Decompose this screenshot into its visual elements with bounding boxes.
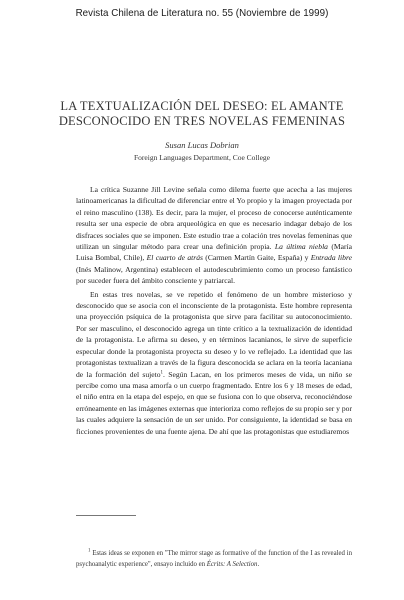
paragraph-1: La crítica Suzanne Jill Levine señala como dilema fuerte que acecha a las mujeres latinoamericanas la dificultad de diferenciar entre el Yo propio y la imagen proyectada por el reino masculino (138). Es decir, para la mujer, el proceso de conocerse auténticamente resulta ser una especie de obra arqueológica en que es necesario indagar debajo de los disfraces sociales que se imponen. Este estudio trae a colación tres novelas femeninas que utilizan un singular método para crear una definición propia. La última niebla (María Luisa Bombal, Chile), El cuarto de atrás (Carmen Martín Gaite, España) y Entrada libre (Inés Malinow, Argentina) establecen el autodescubrimiento como un proceso fantástico por suceder fuera del ámbito consciente y patriarcal. bbox=[76, 185, 352, 286]
footnote-divider bbox=[76, 515, 136, 516]
book-title: Entrada libre bbox=[310, 253, 352, 263]
author-name: Susan Lucas Dobrian bbox=[165, 140, 239, 150]
title-line-2: DESCONOCIDO EN TRES NOVELAS FEMENINAS bbox=[58, 114, 346, 128]
book-title: El cuarto de atrás bbox=[146, 253, 203, 263]
book-title: La última niebla bbox=[274, 242, 328, 252]
footnote-marker: 1 bbox=[88, 548, 91, 554]
footnote-reference[interactable]: 1 bbox=[160, 369, 164, 375]
title-line-1: LA TEXTUALIZACIÓN DEL DESEO: EL AMANTE bbox=[60, 99, 344, 113]
book-title: Écrits: A Selection bbox=[206, 561, 258, 568]
paragraph-2: En estas tres novelas, se ve repetido el fenómeno de un hombre misterioso y desconocido que se asocia con el inconsciente de la protagonista. Este hombre representa una proyección psíquica de la protagonista que sirve para facilitar su autoconocimiento. Por ser masculino, el desconocido agrega un tinte crítico a la textualización de identidad de la protagonista. Le afirma su deseo, y en términos lacanianos, le sirve de superficie especular donde la protagonista proyecta su deseo y lo ve reflejado. La identidad que las protagonistas textualizan a través de la figura desconocida se aclara en la teoría lacaniana de la formación del sujeto$^1$. Según Lacan, en los primeros meses de vida, un niño se percibe como una masa amorfa o un cuerpo fragmentado. Entre los 6 y 18 meses de edad, el niño entra en la etapa del espejo, en que se fusiona con lo que observa, reconociéndose erróneamente en las imágenes externas que interioriza como reflejos de su propio ser y por las cuales adquiere la sensación de un ser unido. Por consiguiente, la identidad se basa en ficciones provenientes de una fuente ajena. De ahí que las protagonistas que estudiaremos bbox=[76, 289, 352, 436]
author-affiliation: Foreign Languages Department, Coe College bbox=[133, 153, 270, 162]
running-head: Revista Chilena de Literatura no. 55 (Noviembre de 1999) bbox=[75, 7, 329, 19]
footnote: $^1$ Estas ideas se exponen en "The mirror stage as formative of the function of the I as revealed in psychoanalytic experience", ensayo incluido en Écrits: A Selection. bbox=[76, 548, 352, 568]
article-body bbox=[76, 184, 352, 437]
article-title bbox=[20, 99, 384, 129]
